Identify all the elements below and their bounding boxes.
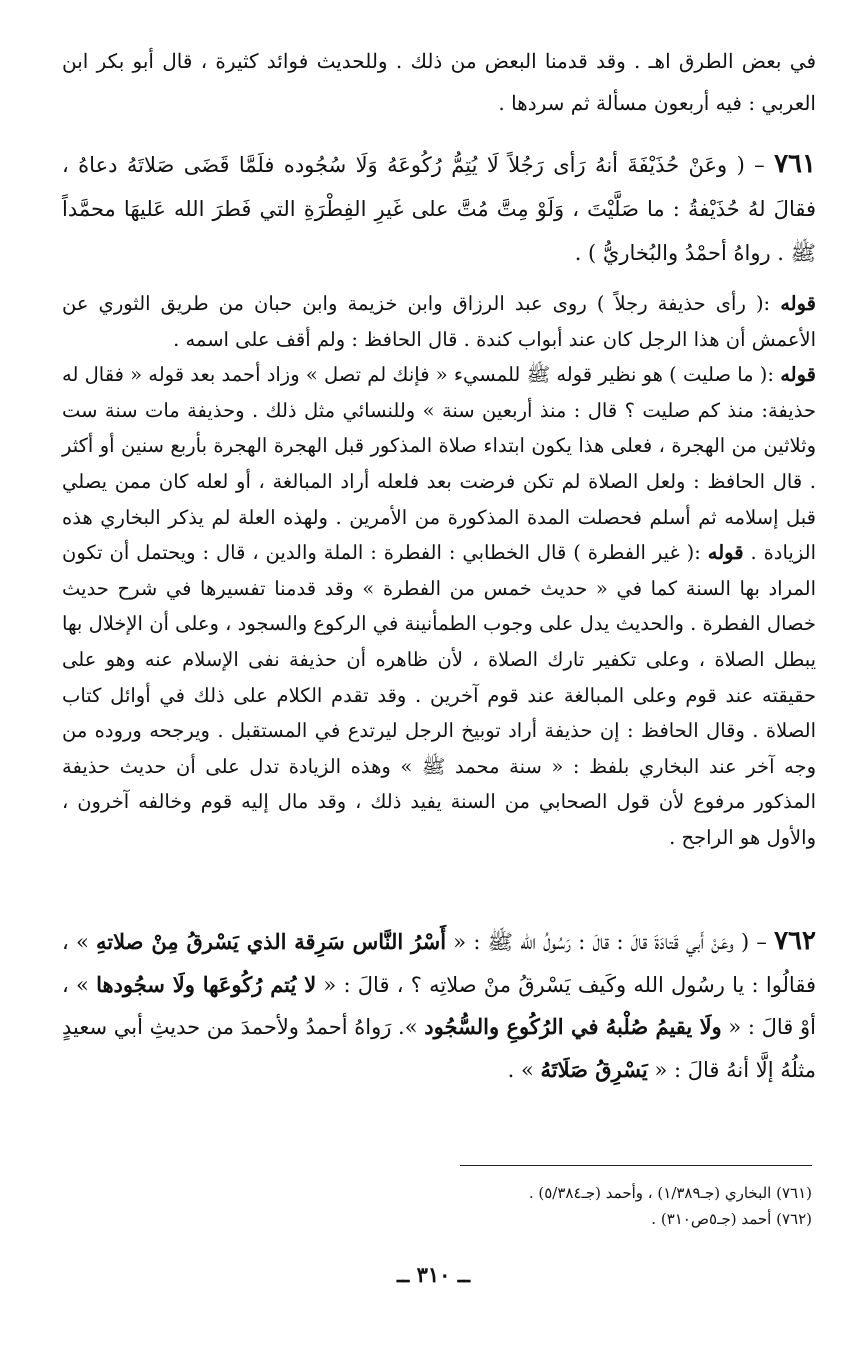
- hadith-number: ٧٦١: [774, 149, 816, 179]
- hadith-text: – ( وعَنْ أَبي قَتادَةَ قالَ : قالَ : رَسُولُ الله ﷺ : «: [446, 930, 775, 954]
- hadith-761: [62, 142, 816, 275]
- page-number: ــ ٣١٠ ــ: [396, 1262, 471, 1287]
- hadith-quote: يَسْرِقُ صَلَاتَهُ: [540, 1056, 648, 1082]
- commentary-keyword: قوله: [780, 292, 816, 315]
- hadith-762: [62, 920, 816, 1091]
- hadith-text: – ( وعَنْ حُذَيْفَةَ أنهُ رَأى رَجُلاً لَا يُتِمُّ رُكُوعَهُ وَلَا سُجُوده فلَمَّا قَضَى صَلاتَهُ دعاهُ ، فقالَ لهُ حُذَيْفةُ : ما صَلَّيْتَ ، وَلَوْ مِتَّ مُتَّ على غَيرِ الفِطْرَةِ التي فَطرَ الله عَليهَا محمَّداً ﷺ . رواهُ أحمْدُ والبُخاريُّ ) .: [62, 153, 816, 265]
- commentary-text: :( رأى حذيفة رجلاً ) روى عبد الرزاق وابن خزيمة وابن حبان من طريق الثوري عن الأعمش أن هذا الرجل كان عند أبواب كندة . قال الحافظ : ولم أقف على اسمه .: [62, 292, 816, 351]
- footnote-separator: [460, 1165, 812, 1166]
- commentary-text: :( غير الفطرة ) قال الخطابي : الفطرة : الملة والدين ، قال : ويحتمل أن تكون المراد بها السنة كما في « حديث خمس من الفطرة » وقد قدمنا تفسيرها في شرح حديث خصال الفطرة . والحديث يدل على وجوب الطمأنينة في الركوع والسجود ، وعلى أن الإخلال بها يبطل الصلاة ، وعلى تكفير تارك الصلاة ، لأن ظاهره أن حذيفة نفى الإسلام عنه وهو على حقيقته عند قوم وعلى المبالغة عند قوم آخرين . وقد تقدم الكلام على ذلك في أوائل كتاب الصلاة . وقال الحافظ : إن حذيفة أراد توبيخ الرجل ليرتدع في المستقبل . ويرجحه وروده من وجه آخر عند البخاري بلفظ : « سنة محمد ﷺ » وهذه الزيادة تدل على أن حديث حذيفة المذكور مرفوع لأن قول الصحابي من السنة يفيد ذلك ، وقد مال إليه قوم وخالفه آخرون ، والأول هو الراجح .: [62, 541, 816, 849]
- hadith-text: ». رَواهُ أحمدُ ولأحمدَ من حديثِ أبي سعيدٍ مثلُهُ إلَّا أنهُ قالَ : «: [62, 1015, 816, 1082]
- hadith-text: » ، فقالُوا : يا رسُول الله وكَيف يَسْرقُ منْ صلاتِه ؟ ، قالَ : «: [62, 930, 816, 997]
- hadith-quote: ولَا يقيمُ صُلْبهُ في الرُكُوعِ والسُّجُود: [424, 1014, 722, 1039]
- hadith-quote: أَسْرُ النَّاس سَرِقة الذي يَسْرقُ مِنْ صلاتهِ: [96, 929, 447, 954]
- intro-paragraph: [62, 40, 816, 124]
- footnotes: [62, 1180, 812, 1232]
- hadith-quote: لا يُتم رُكُوعَها ولَا سجُودها: [96, 971, 317, 997]
- commentary-text: :( ما صليت ) هو نظير قوله ﷺ للمسيء « فإنك لم تصل » وزاد أحمد بعد قوله « فقال له حذيفة: منذ كم صليت ؟ قال : منذ أربعين سنة » وللنسائي مثل ذلك . وحذيفة مات سنة ست وثلاثين من الهجرة ، فعلى هذا يكون ابتداء صلاة المذكور قبل الهجرة الهجرة بأربع سنين أو أكثر . قال الحافظ : ولعل الصلاة لم تكن فرضت بعد فلعله أراد المبالغة ، أو لعله كان ممن يصلي قبل إسلامه ثم أسلم فحصلت المدة المذكورة من الأمرين . ولهذه العلة لم يذكر البخاري هذه الزيادة .: [62, 363, 816, 565]
- footnote-762: (٧٦٢) أحمد (جـ٥ص٣١٠) .: [651, 1210, 812, 1228]
- hadith-number: ٧٦٢: [774, 926, 816, 956]
- hadith-text: » .: [507, 1057, 541, 1082]
- commentary-keyword: قوله: [707, 541, 744, 565]
- commentary: [62, 286, 816, 856]
- hadith-text: » ، أوْ قالَ : «: [62, 972, 816, 1039]
- intro-text: في بعض الطرق اهـ . وقد قدمنا البعض من ذلك . وللحديث فوائد كثيرة ، قال أبو بكر ابن العربي : فيه أربعون مسألة ثم سردها .: [62, 49, 816, 115]
- commentary-keyword: قوله: [780, 363, 816, 387]
- footnote-761: (٧٦١) البخاري (جـ١/٣٨٩) ، وأحمد (جـ٥/٣٨٤) .: [528, 1184, 812, 1202]
